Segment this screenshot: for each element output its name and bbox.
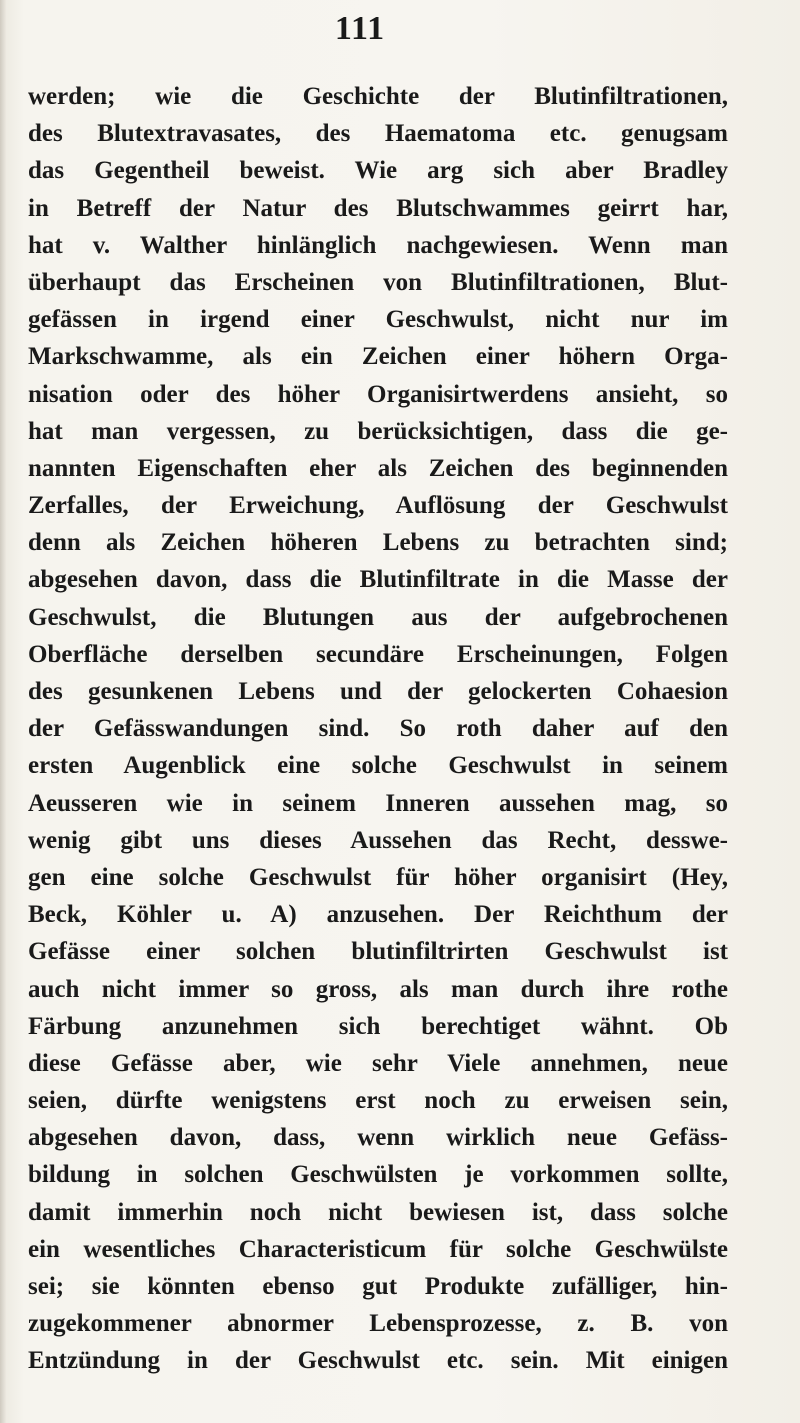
page-binding-edge (0, 0, 6, 1423)
text-line-8: Markschwamme, als ein Zeichen einer höhern Orga- (28, 343, 728, 371)
text-line-15: Geschwulst, die Blutungen aus der aufgebrochenen (28, 603, 728, 631)
text-line-14: abgesehen davon, dass die Blutinfiltrate in die Masse der (28, 566, 728, 594)
text-line-25: auch nicht immer so gross, als man durch ihre rothe (28, 975, 728, 1003)
text-line-29: abgesehen davon, dass, wenn wirklich neue Gefäss- (28, 1124, 728, 1152)
text-line-13: denn als Zeichen höheren Lebens zu betrachten sind; (28, 529, 728, 557)
text-line-17: des gesunkenen Lebens und der gelockerten Cohaesion (28, 678, 728, 705)
text-line-28: seien, dürfte wenigstens erst noch zu erweisen sein, (28, 1087, 728, 1115)
body-text (28, 78, 728, 1380)
text-line-33: sei; sie könnten ebenso gut Produkte zufälliger, hin- (28, 1273, 728, 1300)
text-line-18: der Gefässwandungen sind. So roth daher auf den (28, 715, 728, 743)
text-line-19: ersten Augenblick eine solche Geschwulst in seinem (28, 752, 728, 780)
text-line-4: in Betreff der Natur des Blutschwammes geirrt har, (28, 194, 728, 222)
text-line-11: nannten Eigenschaften eher als Zeichen des beginnenden (28, 454, 728, 482)
text-line-22: gen eine solche Geschwulst für höher organisirt (Hey, (28, 863, 728, 891)
text-line-1: werden; wie die Geschichte der Blutinfiltrationen, (28, 83, 728, 110)
text-line-24: Gefässe einer solchen blutinfiltrirten Geschwulst ist (28, 938, 728, 966)
page-number: 111 (334, 10, 386, 47)
text-line-30: bildung in solchen Geschwülsten je vorkommen sollte, (28, 1161, 728, 1189)
text-line-2: des Blutextravasates, des Haematoma etc. genugsam (28, 120, 728, 148)
text-line-7: gefässen in irgend einer Geschwulst, nicht nur im (28, 306, 728, 334)
text-line-3: das Gegentheil beweist. Wie arg sich aber Bradley (28, 157, 728, 185)
text-line-35: Entzündung in der Geschwulst etc. sein. Mit einigen (28, 1347, 728, 1375)
text-line-21: wenig gibt uns dieses Aussehen das Recht, desswe- (28, 826, 728, 854)
text-line-31: damit immerhin noch nicht bewiesen ist, dass solche (28, 1198, 728, 1226)
text-line-27: diese Gefässe aber, wie sehr Viele annehmen, neue (28, 1049, 728, 1077)
text-line-16: Oberfläche derselben secundäre Erscheinungen, Folgen (28, 640, 728, 668)
text-line-6: überhaupt das Erscheinen von Blutinfiltrationen, Blut- (28, 268, 728, 296)
text-line-20: Aeusseren wie in seinem Inneren aussehen mag, so (28, 789, 728, 817)
text-line-26: Färbung anzunehmen sich berechtiget wähnt. Ob (28, 1012, 728, 1040)
text-line-32: ein wesentliches Characteristicum für solche Geschwülste (28, 1235, 728, 1263)
text-line-10: hat man vergessen, zu berücksichtigen, dass die ge- (28, 417, 728, 445)
text-line-9: nisation oder des höher Organisirtwerdens ansieht, so (28, 380, 728, 408)
text-line-34: zugekommener abnormer Lebensprozesse, z. B. von (28, 1310, 728, 1338)
text-line-12: Zerfalles, der Erweichung, Auflösung der Geschwulst (28, 492, 728, 520)
text-line-5: hat v. Walther hinlänglich nachgewiesen. Wenn man (28, 231, 728, 259)
text-line-23: Beck, Köhler u. A) anzusehen. Der Reichthum der (28, 901, 728, 929)
